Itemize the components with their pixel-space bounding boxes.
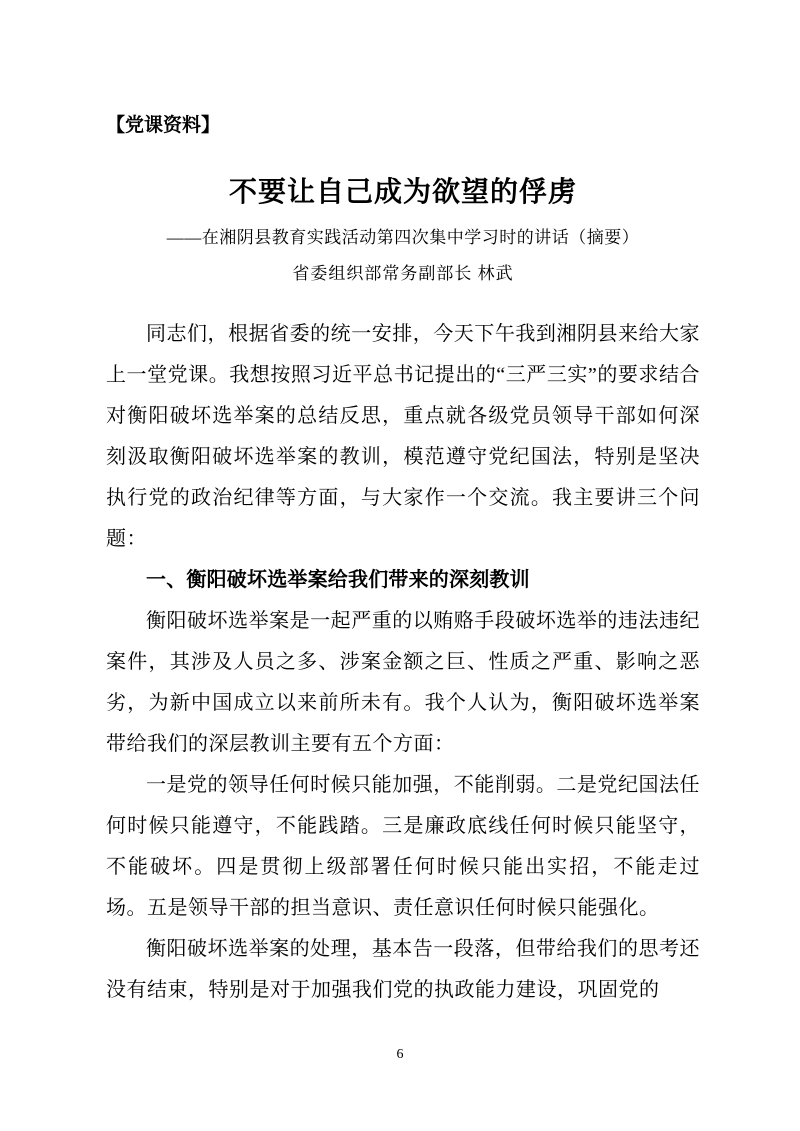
paragraph-intro: 同志们，根据省委的统一安排，今天下午我到湘阴县来给大家上一堂党课。我想按照习近平总书记提出的“三严三实”的要求结合对衡阳破坏选举案的总结反思，重点就各级党员领导干部如何深刻汲取衡阳破坏选举案的教训，模范遵守党纪国法，特别是坚决执行党的政治纪律等方面，与大家作一个交流。我主要讲三个问题：	[106, 322, 700, 550]
document-title: 不要让自己成为欲望的俘虏	[228, 176, 577, 208]
document-subtitle: ——在湘阴县教育实践活动第四次集中学习时的讲话（摘要）	[166, 228, 640, 248]
document-category-tag: 【党课资料】	[106, 115, 221, 136]
section-heading-1: 一、衡阳破坏选举案给我们带来的深刻教训	[146, 568, 530, 591]
paragraph-five-lessons: 一是党的领导任何时候只能加强，不能削弱。二是党纪国法任何时候只能遵守，不能践踏。三是廉政底线任何时候只能坚守，不能破坏。四是贯彻上级部署任何时候只能出实招，不能走过场。五是领导干部的担当意识、责任意识任何时候只能强化。	[106, 773, 700, 919]
paragraph-case-overview: 衡阳破坏选举案是一起严重的以贿赂手段破坏选举的违法违纪案件，其涉及人员之多、涉案金额之巨、性质之严重、影响之恶劣，为新中国成立以来前所未有。我个人认为，衡阳破坏选举案带给我们的深层教训主要有五个方面：	[106, 609, 700, 755]
document-body	[106, 314, 700, 1011]
paragraph-continuation: 衡阳破坏选举案的处理，基本告一段落，但带给我们的思考还没有结束，特别是对于加强我们党的执政能力建设，巩固党的	[106, 937, 700, 1001]
document-author-line: 省委组织部常务副部长 林武	[292, 264, 514, 284]
page-number: 6	[396, 1047, 404, 1062]
